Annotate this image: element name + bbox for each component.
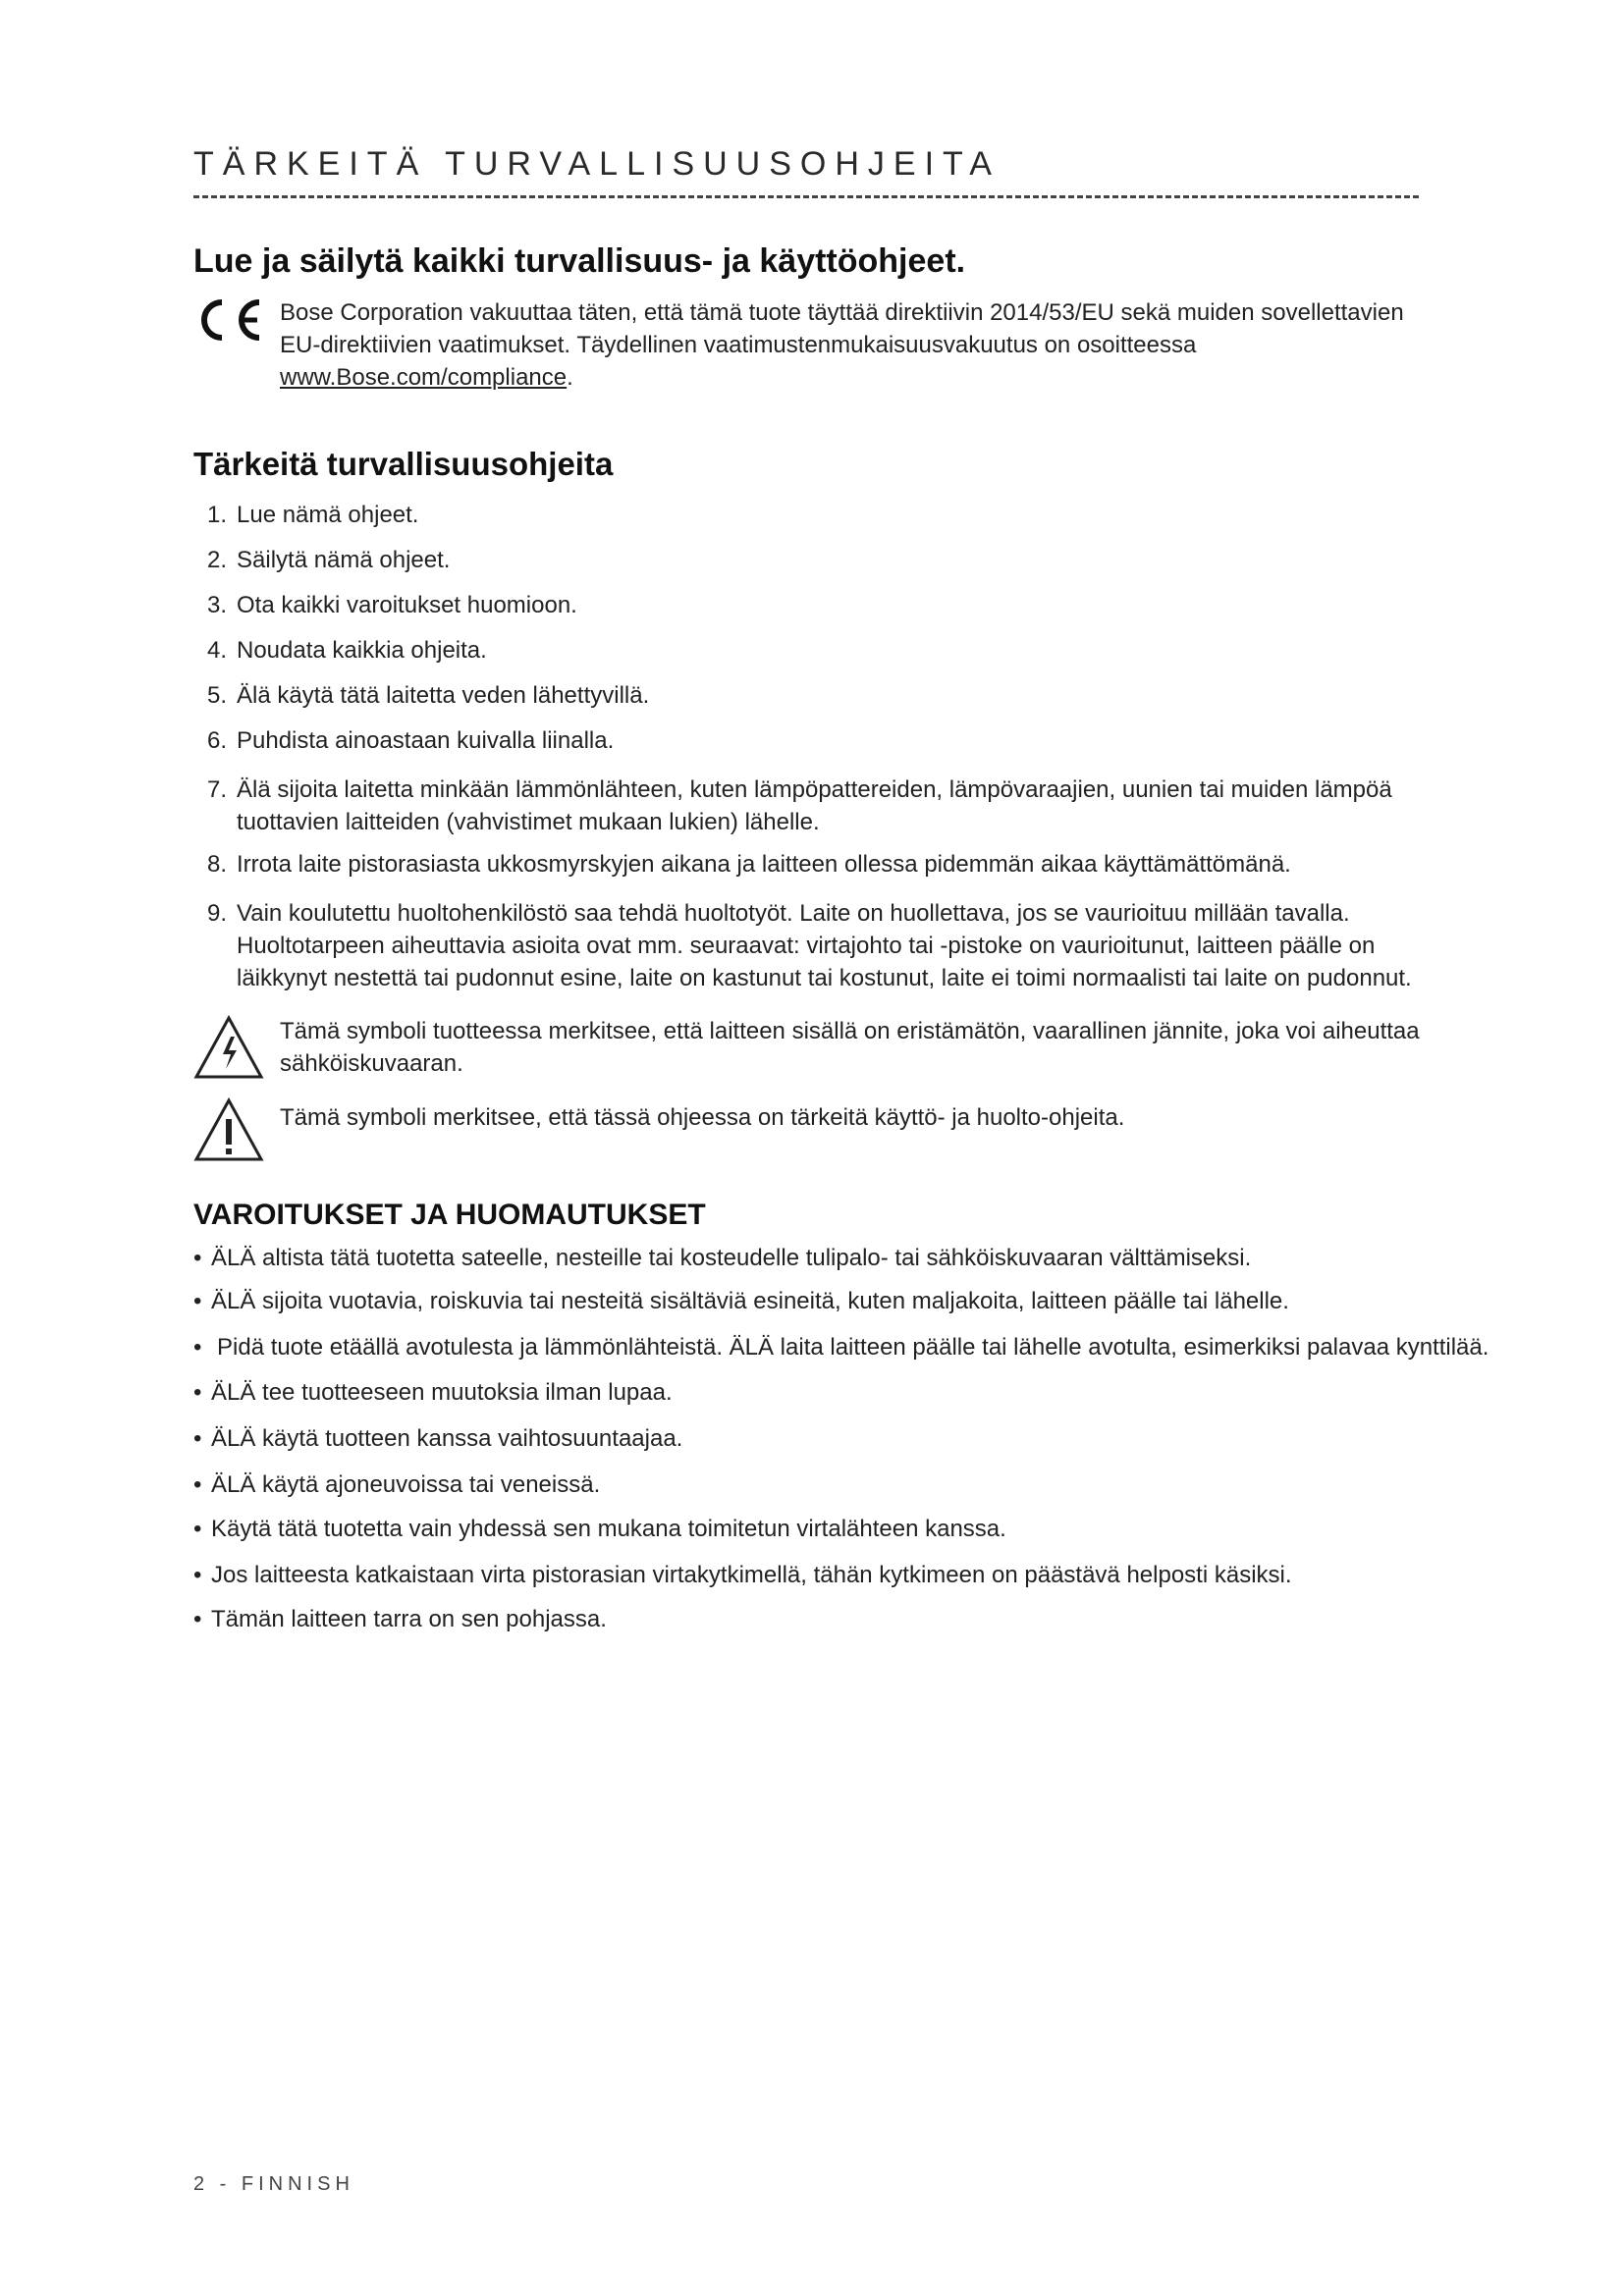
symbol-description: Tämä symboli tuotteessa merkitsee, että laitteen sisällä on eristämätön, vaarallinen jännite, joka voi aiheuttaa sähköiskuvaaran. bbox=[280, 1018, 1420, 1077]
list-item-text: Älä käytä tätä laitetta veden lähettyvillä. bbox=[237, 682, 650, 709]
list-item: • Pidä tuote etäällä avotulesta ja lämmönlähteistä. ÄLÄ laita laitteen päälle tai lähelle avotulta, esimerkiksi palavaa kynttilää. bbox=[193, 1334, 1489, 1361]
list-item-text: ÄLÄ käytä ajoneuvoissa tai veneissä. bbox=[211, 1471, 601, 1498]
list-item: • Käytä tätä tuotetta vain yhdessä sen mukana toimitetun virtalähteen kanssa. bbox=[193, 1516, 1006, 1542]
list-item-number: 7. bbox=[207, 776, 228, 803]
ce-link-suffix: . bbox=[567, 364, 573, 391]
list-item: • Tämän laitteen tarra on sen pohjassa. bbox=[193, 1606, 607, 1632]
instructions-heading: Tärkeitä turvallisuusohjeita bbox=[193, 446, 614, 482]
list-item-number: 9. bbox=[207, 900, 228, 927]
symbol-row bbox=[193, 1015, 1431, 1090]
list-item-number: 4. bbox=[207, 637, 228, 664]
list-item-text: Käytä tätä tuotetta vain yhdessä sen mukana toimitetun virtalähteen kanssa. bbox=[211, 1516, 1006, 1542]
compliance-link[interactable]: www.Bose.com/compliance bbox=[280, 364, 568, 391]
list-item-text: Puhdista ainoastaan kuivalla liinalla. bbox=[237, 727, 615, 754]
list-item-text: ÄLÄ sijoita vuotavia, roiskuvia tai nesteitä sisältäviä esineitä, kuten maljakoita, laitteen päälle tai lähelle. bbox=[211, 1288, 1289, 1314]
list-item: • Jos laitteesta katkaistaan virta pistorasian virtakytkimellä, tähän kytkimeen on päästävä helposti käsiksi. bbox=[193, 1562, 1292, 1588]
list-item: • ÄLÄ käytä tuotteen kanssa vaihtosuuntaajaa. bbox=[193, 1425, 683, 1452]
ce-mark-icon bbox=[192, 294, 269, 346]
list-item-text: Noudata kaikkia ohjeita. bbox=[237, 637, 487, 664]
list-item-number: 8. bbox=[207, 851, 228, 878]
warnings-heading: VAROITUKSET JA HUOMAUTUKSET bbox=[193, 1199, 706, 1231]
list-item-number: 5. bbox=[207, 682, 228, 709]
symbol-row bbox=[193, 1097, 1431, 1166]
list-item-text: Vain koulutettu huoltohenkilöstö saa tehdä huoltotyöt. Laite on huollettava, jos se vaurioituu millään tavalla. Huoltotarpeen aiheuttavia asioita ovat mm. seuraavat: virtajohto tai -pistoke on vaurioitunut, laitteen päälle on läikkynyt nestettä tai pudonnut esine, laite on kastunut tai kostunut, laite ei toimi normaalisti tai laite on pudonnut. bbox=[237, 900, 1412, 991]
intro-heading: Lue ja säilytä kaikki turvallisuus- ja käyttöohjeet. bbox=[193, 242, 966, 280]
exclamation-warning-icon bbox=[193, 1097, 264, 1162]
list-item: • ÄLÄ altista tätä tuotetta sateelle, nesteille tai kosteudelle tulipalo- tai sähköiskuvaaran välttämiseksi. bbox=[193, 1245, 1252, 1271]
list-item-text: Pidä tuote etäällä avotulesta ja lämmönlähteistä. ÄLÄ laita laitteen päälle tai lähelle avotulta, esimerkiksi palavaa kynttilää. bbox=[217, 1334, 1489, 1361]
list-item-text: Ota kaikki varoitukset huomioon. bbox=[237, 592, 577, 618]
list-item-text: Säilytä nämä ohjeet. bbox=[237, 547, 451, 573]
list-item-number: 6. bbox=[207, 727, 228, 754]
list-item-text: ÄLÄ altista tätä tuotetta sateelle, nesteille tai kosteudelle tulipalo- tai sähköiskuvaaran välttämiseksi. bbox=[211, 1245, 1252, 1271]
lightning-warning-icon bbox=[193, 1015, 264, 1080]
list-item-text: Älä sijoita laitetta minkään lämmönlähteen, kuten lämpöpattereiden, lämpövaraajien, uunien tai muiden lämpöä tuottavien laitteiden (vahvistimet mukaan lukien) lähelle. bbox=[237, 776, 1392, 835]
list-item-text: Irrota laite pistorasiasta ukkosmyrskyjen aikana ja laitteen ollessa pidemmän aikaa käyttämättömänä. bbox=[237, 851, 1291, 878]
list-item: • ÄLÄ sijoita vuotavia, roiskuvia tai nesteitä sisältäviä esineitä, kuten maljakoita, laitteen päälle tai lähelle. bbox=[193, 1288, 1289, 1314]
list-item-text: Jos laitteesta katkaistaan virta pistorasian virtakytkimellä, tähän kytkimeen on päästävä helposti käsiksi. bbox=[211, 1562, 1292, 1588]
list-item-text: Lue nämä ohjeet. bbox=[237, 502, 419, 528]
list-item-text: ÄLÄ käytä tuotteen kanssa vaihtosuuntaajaa. bbox=[211, 1425, 683, 1452]
page-footer: 2 - FINNISH bbox=[193, 2173, 354, 2195]
ce-declaration bbox=[280, 296, 1419, 394]
list-item-number: 3. bbox=[207, 592, 228, 618]
ce-declaration-text: Bose Corporation vakuuttaa täten, että tämä tuote täyttää direktiivin 2014/53/EU sekä muiden sovellettavien EU-direktiivien vaatimukset. Täydellinen vaatimustenmukaisuusvakuutus on osoitteessa bbox=[280, 299, 1404, 358]
list-item-number: 1. bbox=[207, 502, 228, 528]
list-item: • ÄLÄ tee tuotteeseen muutoksia ilman lupaa. bbox=[193, 1379, 673, 1406]
list-item-text: ÄLÄ tee tuotteeseen muutoksia ilman lupaa. bbox=[211, 1379, 673, 1406]
list-item-number: 2. bbox=[207, 547, 228, 573]
symbol-description: Tämä symboli merkitsee, että tässä ohjeessa on tärkeitä käyttö- ja huolto-ohjeita. bbox=[280, 1104, 1125, 1131]
header-divider bbox=[193, 195, 1419, 198]
list-item: • ÄLÄ käytä ajoneuvoissa tai veneissä. bbox=[193, 1471, 601, 1498]
page-header-title: TÄRKEITÄ TURVALLISUUSOHJEITA bbox=[193, 145, 1001, 183]
list-item-text: Tämän laitteen tarra on sen pohjassa. bbox=[211, 1606, 607, 1632]
